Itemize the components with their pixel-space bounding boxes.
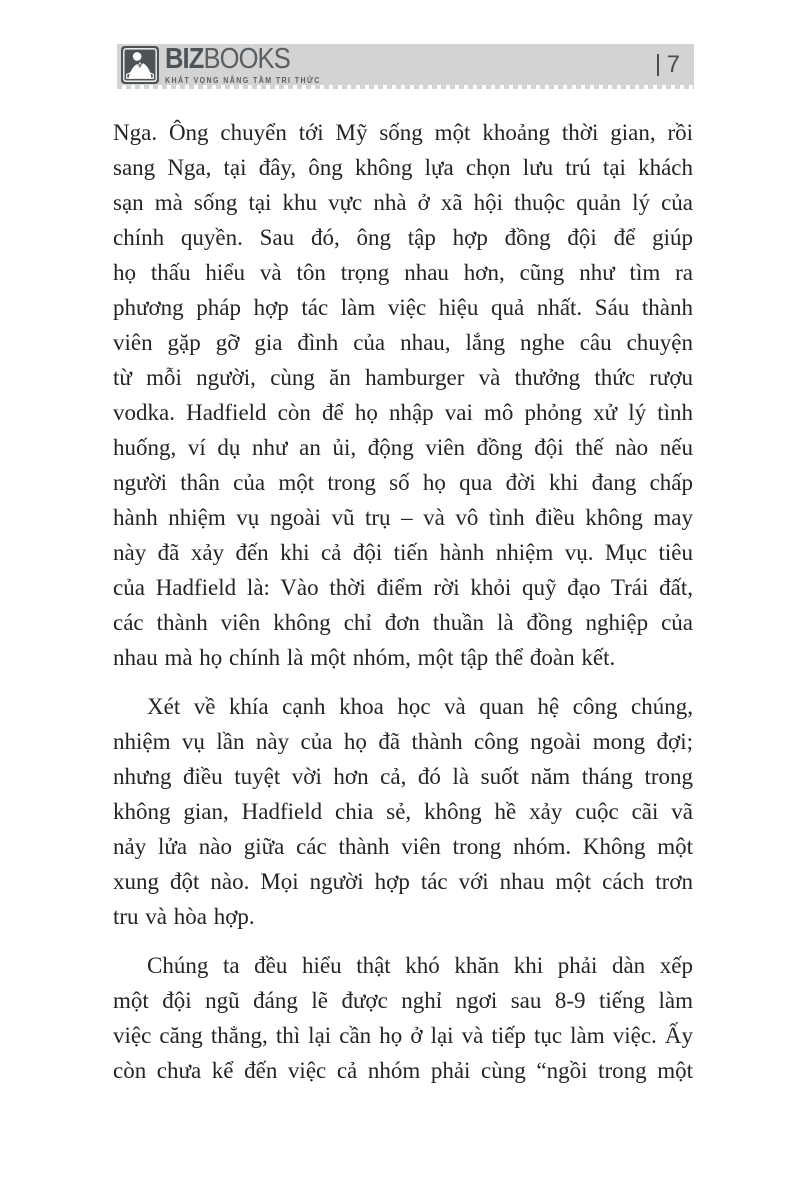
- text-line: tru và hòa hợp.: [113, 904, 255, 929]
- text-line: họ thấu hiểu và tôn trọng nhau hơn, cũng như tìm ra: [113, 260, 693, 285]
- brand-biz: BIZ: [165, 43, 204, 75]
- paragraph: [113, 689, 693, 934]
- text-line: người thân của một trong số họ qua đời khi đang chấp: [113, 470, 693, 495]
- text-line: sang Nga, tại đây, ông không lựa chọn lưu trú tại khách: [113, 155, 693, 180]
- text-line: viên gặp gỡ gia đình của nhau, lắng nghe câu chuyện: [113, 330, 693, 355]
- text-line: Nga. Ông chuyển tới Mỹ sống một khoảng thời gian, rồi: [113, 120, 693, 145]
- text-block: [113, 115, 693, 1088]
- logo-text: [165, 45, 321, 85]
- text-line: nhưng điều tuyệt vời hơn cả, đó là suốt năm tháng trong: [113, 764, 693, 789]
- text-line: một đội ngũ đáng lẽ được nghỉ ngơi sau 8-9 tiếng làm: [113, 988, 693, 1013]
- text-line: xung đột nào. Mọi người hợp tác với nhau một cách trơn: [113, 869, 693, 894]
- text-line: còn chưa kể đến việc cả nhóm phải cùng “ngồi trong một: [113, 1058, 693, 1083]
- paragraph: [113, 115, 693, 675]
- bizbooks-logo: [121, 45, 342, 85]
- text-line: sạn mà sống tại khu vực nhà ở xã hội thuộc quản lý của: [113, 190, 693, 215]
- brand-books: BOOKS: [203, 43, 290, 75]
- text-line: không gian, Hadfield chia sẻ, không hề xảy cuộc cãi vã: [113, 799, 693, 824]
- bizbooks-figure-book-icon: [121, 46, 159, 84]
- text-line: huống, ví dụ như an ủi, động viên đồng đội thế nào nếu: [113, 435, 693, 460]
- brand-wordmark: [165, 45, 321, 74]
- text-line: Chúng ta đều hiểu thật khó khăn khi phải dàn xếp: [147, 953, 693, 978]
- text-line: Xét về khía cạnh khoa học và quan hệ công chúng,: [147, 694, 693, 719]
- text-line: từ mỗi người, cùng ăn hamburger và thưởng thức rượu: [113, 365, 693, 390]
- page-number: 7: [657, 54, 680, 76]
- text-line: vodka. Hadfield còn để họ nhập vai mô phỏng xử lý tình: [113, 400, 693, 425]
- text-line: các thành viên không chỉ đơn thuần là đồng nghiệp của: [113, 610, 693, 635]
- text-line: nảy lửa nào giữa các thành viên trong nhóm. Không một: [113, 834, 693, 859]
- text-line: nhiệm vụ lần này của họ đã thành công ngoài mong đợi;: [113, 729, 693, 754]
- text-line: chính quyền. Sau đó, ông tập hợp đồng đội để giúp: [113, 225, 693, 250]
- paragraph: [113, 948, 693, 1088]
- brand-tagline: KHÁT VỌNG NÂNG TẦM TRI THỨC: [165, 76, 321, 85]
- text-line: nhau mà họ chính là một nhóm, một tập thể đoàn kết.: [113, 645, 616, 670]
- page-header: [117, 44, 694, 86]
- text-line: việc căng thẳng, thì lại cần họ ở lại và tiếp tục làm việc. Ấy: [113, 1023, 693, 1048]
- text-line: này đã xảy đến khi cả đội tiến hành nhiệm vụ. Mục tiêu: [113, 540, 693, 565]
- text-line: hành nhiệm vụ ngoài vũ trụ – và vô tình điều không may: [113, 505, 693, 530]
- text-line: của Hadfield là: Vào thời điểm rời khỏi quỹ đạo Trái đất,: [113, 575, 693, 600]
- text-line: phương pháp hợp tác làm việc hiệu quả nhất. Sáu thành: [113, 295, 693, 320]
